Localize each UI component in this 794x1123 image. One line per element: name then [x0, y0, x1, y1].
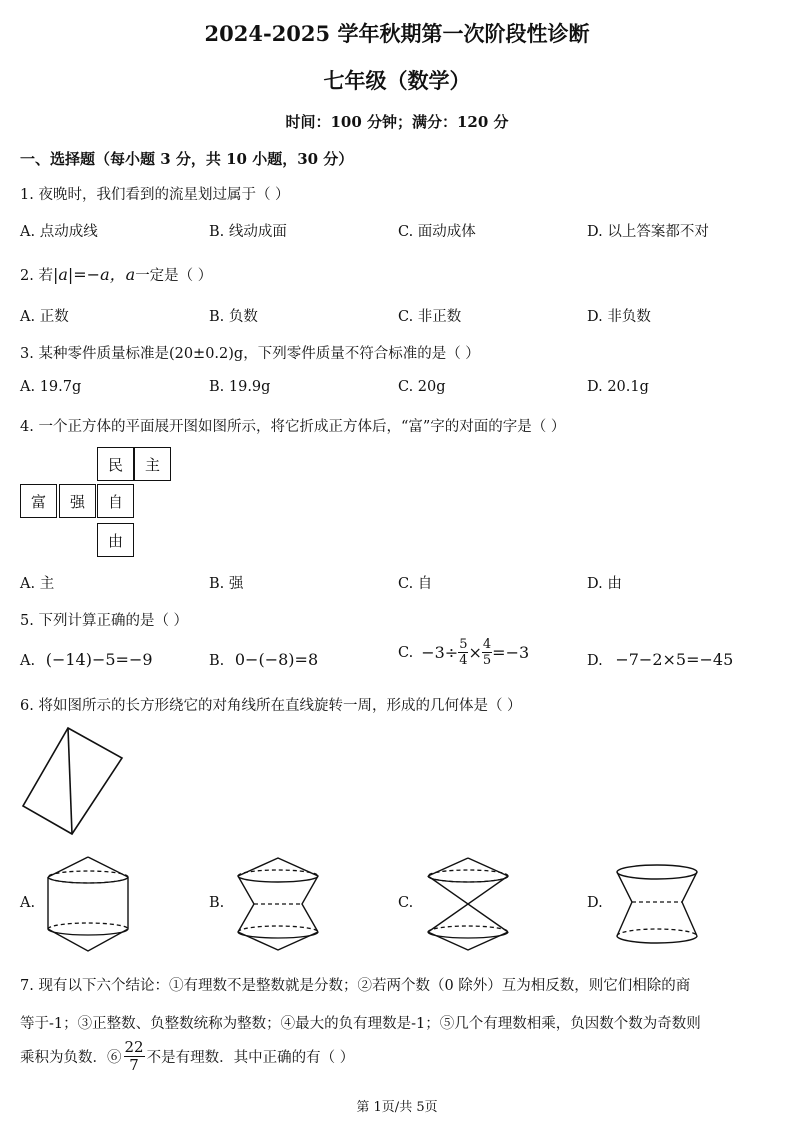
rectangle-diagonal-figure	[20, 722, 130, 837]
q6-solid-b	[232, 856, 324, 952]
q5-d-label: D.	[587, 653, 603, 669]
q4-option-a: A. 主	[20, 576, 55, 592]
q5-a-expr: (−14)−5=−9	[45, 650, 153, 669]
q5-option-c	[398, 638, 529, 667]
q2-stem-post: 一定是（ ）	[135, 268, 213, 284]
q7-line-1: 7. 现有以下六个结论：①有理数不是整数就是分数；②若两个数（0 除外）互为相反数，则它们相除的商	[20, 978, 691, 994]
q3-option-b: B. 19.9g	[209, 379, 271, 395]
q5-c-pre: −3÷	[421, 643, 459, 662]
q5-c-f2-den: 5	[482, 653, 492, 668]
q1-option-b: B. 线动成面	[209, 224, 287, 240]
q6-solid-a	[42, 855, 134, 953]
q5-c-fraction-1	[458, 638, 468, 667]
q5-stem: 5. 下列计算正确的是（ ）	[20, 613, 189, 629]
q5-a-label: A.	[20, 653, 36, 669]
q5-c-post: =−3	[492, 643, 530, 662]
q6-option-c: C.	[398, 895, 414, 911]
q7-frac-num: 22	[124, 1038, 144, 1056]
exam-title: 2024-2025 学年秋期第一次阶段性诊断	[204, 21, 590, 46]
q2-abs-expr: |a|=−a，	[52, 265, 126, 284]
net-cell-you: 由	[97, 523, 134, 557]
q5-c-f1-num: 5	[459, 637, 468, 652]
q3-option-c: C. 20g	[398, 379, 446, 395]
q3-stem: 3. 某种零件质量标准是(20±0.2)g，下列零件质量不符合标准的是（ ）	[20, 346, 480, 362]
exam-subtitle: 七年级（数学）	[323, 68, 471, 93]
q1-option-c: C. 面动成体	[398, 224, 476, 240]
q7-line-3-post: 不是有理数．其中正确的有（ ）	[146, 1050, 355, 1066]
q3-option-d: D. 20.1g	[587, 379, 649, 395]
q4-stem: 4. 一个正方体的平面展开图如图所示，将它折成正方体后，“富”字的对面的字是（ ）	[20, 419, 566, 435]
net-cell-zhu: 主	[134, 447, 171, 481]
q5-b-label: B.	[209, 653, 225, 669]
q7-frac-den: 7	[129, 1056, 139, 1074]
q5-option-d	[587, 650, 733, 669]
q7-line-3	[20, 1040, 354, 1073]
exam-meta: 时间：100 分钟；满分：120 分	[285, 113, 509, 131]
page-footer: 第 1页/共 5页	[356, 1100, 438, 1115]
q7-fraction	[124, 1040, 145, 1073]
q2-var-a: a	[125, 265, 136, 284]
net-cell-min: 民	[97, 447, 134, 481]
q3-option-a: A. 19.7g	[20, 379, 82, 395]
net-cell-qiang: 强	[59, 484, 96, 518]
q4-option-d: D. 由	[587, 576, 622, 592]
q7-line-3-pre: 乘积为负数．⑥	[20, 1050, 122, 1066]
q5-c-times: ×	[468, 643, 482, 662]
q2-stem-pre: 2. 若	[20, 268, 53, 284]
q7-line-2: 等于-1；③正整数、负整数统称为整数；④最大的负有理数是-1；⑤几个有理数相乘，负因数个数为奇数则	[20, 1016, 701, 1032]
q5-c-fraction-2	[482, 638, 492, 667]
q6-option-d: D.	[587, 895, 603, 911]
q2-option-c: C. 非正数	[398, 309, 462, 325]
q5-b-expr: 0−(−8)=8	[234, 650, 319, 669]
q4-option-b: B. 强	[209, 576, 244, 592]
net-cell-fu: 富	[20, 484, 57, 518]
q1-option-a: A. 点动成线	[20, 224, 98, 240]
q2-option-a: A. 正数	[20, 309, 69, 325]
q2-stem	[20, 262, 212, 285]
net-cell-zi: 自	[97, 484, 134, 518]
q5-c-label: C.	[398, 644, 414, 661]
section-heading: 一、选择题（每小题 3 分，共 10 小题，30 分）	[20, 150, 354, 168]
q2-option-d: D. 非负数	[587, 309, 651, 325]
q6-solid-c	[422, 856, 514, 952]
q1-stem: 1. 夜晚时，我们看到的流星划过属于（ ）	[20, 187, 290, 203]
q5-option-a	[20, 650, 153, 669]
q1-option-d: D. 以上答案都不对	[587, 224, 709, 240]
q5-c-f2-num: 4	[482, 637, 492, 652]
q2-option-b: B. 负数	[209, 309, 258, 325]
q6-stem: 6. 将如图所示的长方形绕它的对角线所在直线旋转一周，形成的几何体是（ ）	[20, 698, 522, 714]
q5-d-expr: −7−2×5=−45	[615, 650, 734, 669]
q6-option-a: A.	[20, 895, 36, 911]
q4-option-c: C. 自	[398, 576, 433, 592]
q5-option-b	[209, 650, 318, 669]
q5-c-f1-den: 4	[459, 653, 468, 668]
q6-solid-d	[612, 862, 702, 946]
q6-option-b: B.	[209, 895, 225, 911]
